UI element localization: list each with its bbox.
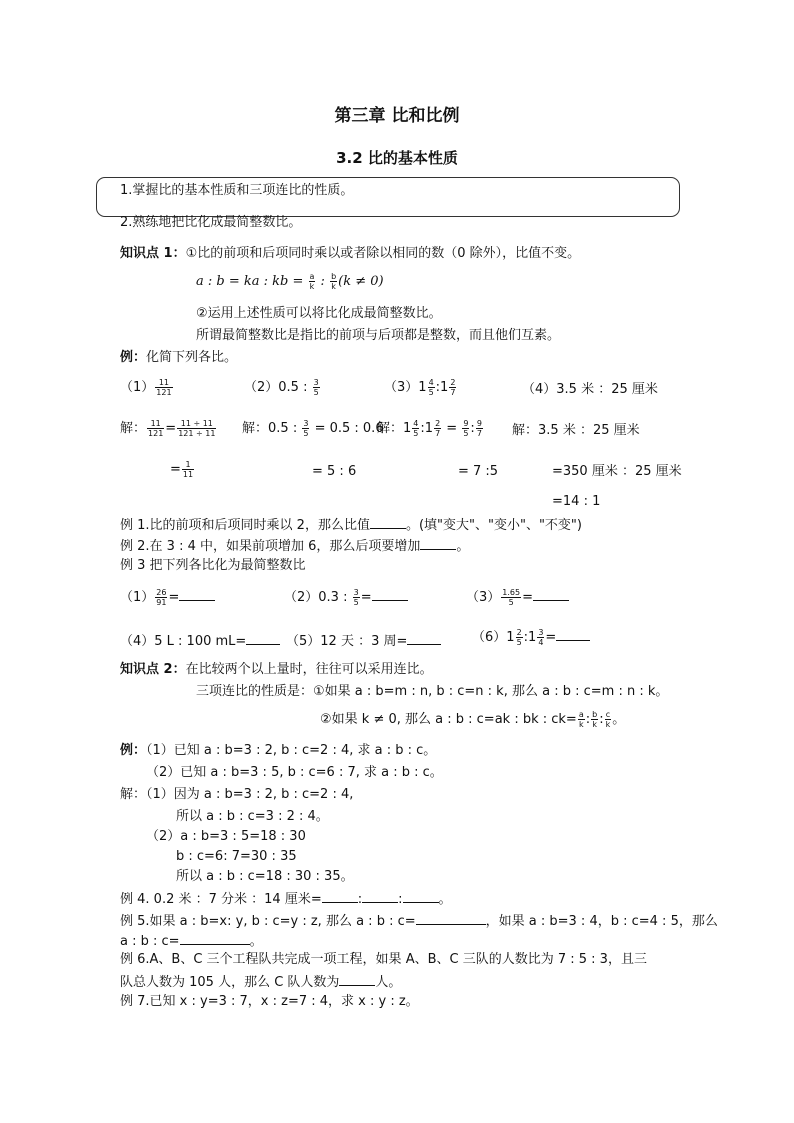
frac-den: 7 [450, 388, 456, 397]
kp1-formula-prefix: a : b = ka : kb = [196, 274, 308, 289]
frac-den: 121 [148, 429, 164, 438]
fraction [412, 419, 419, 438]
example-5-text-3: a : b : c= [120, 934, 180, 949]
item-number: （1） [120, 380, 155, 395]
kp2-line [120, 662, 433, 678]
example-5b [120, 932, 263, 950]
ex3-p6: （6）1 $\frac{2}{5}$ :1 $\frac{3}{4}$ = [472, 628, 590, 647]
fraction [353, 588, 360, 607]
frac-num: 2 [435, 419, 441, 428]
ratio-text: 0.5 : [268, 421, 302, 436]
frac-num: 11 [155, 378, 172, 388]
example2-label: 例： [120, 743, 147, 758]
answer-blank[interactable] [372, 588, 408, 601]
frac-den: 5 [463, 429, 469, 438]
example-1-text: 例 1.比的前项和后项同时乘以 2，那么比值 [120, 518, 370, 533]
sol1 [120, 419, 217, 438]
frac-num: c [605, 710, 611, 719]
frac-num: 1 [182, 460, 194, 470]
ex1-q1 [120, 378, 174, 397]
ratio-text: 3.5 米 ：25 厘米 [538, 423, 640, 438]
ex1-q3: （3）1 $\frac{4}{5}$ :1 $\frac{2}{7}$ [384, 378, 456, 397]
answer-blank[interactable] [370, 516, 406, 529]
sol3: 解：1 $\frac{4}{5}$ :1 $\frac{2}{7}$ = $\frac{9}{5}$ : $\frac{9}{7}$ [377, 419, 482, 438]
fraction [476, 419, 483, 438]
res4: =350 厘米 ：25 厘米 [552, 464, 682, 479]
example1-line [120, 350, 237, 366]
example1-label: 例： [120, 350, 147, 365]
ratio-text: = 0.5 : 0.6 [310, 421, 384, 436]
frac-num: 9 [463, 419, 469, 428]
fraction [449, 378, 456, 397]
example2-q1-line [120, 743, 436, 759]
example-6-tail: 人。 [375, 975, 402, 990]
objective-2: 2.熟练地把比化成最简整数比。 [120, 215, 302, 230]
example-4-tail: 。 [438, 892, 452, 907]
fraction [182, 460, 194, 479]
ratio-text: 3.5 米 ：25 厘米 [556, 382, 658, 397]
example-5-tail: 。 [249, 934, 263, 949]
frac-den: 5 [303, 429, 309, 438]
answer-blank[interactable] [407, 632, 441, 645]
example1-text: 化简下列各比。 [146, 350, 238, 365]
fraction [155, 588, 167, 607]
kp1-text3: 所谓最简整数比是指比的前项与后项都是整数，而且他们互素。 [196, 328, 561, 343]
frac-den: k [605, 720, 611, 729]
example2-s5: 所以 a : b : c=18 : 30 : 35。 [176, 869, 354, 884]
page-title: 第三章 比和比例 [334, 106, 460, 126]
example2-q1: （1）已知 a : b=3 : 2, b : c=2 : 4, 求 a : b : c。 [146, 743, 437, 758]
ratio-text: 0.5 : [278, 380, 312, 395]
frac-den: 7 [435, 429, 441, 438]
answer-blank[interactable] [420, 537, 456, 550]
res2: = 5 : 6 [312, 464, 357, 479]
whole-part: 1 [403, 421, 412, 436]
res1 [170, 460, 195, 479]
objective-1: 1.掌握比的基本性质和三项连比的性质。 [120, 183, 354, 198]
item-number: （4） [522, 382, 557, 397]
example-6-text: 队总人数为 105 人，那么 C 队人数为 [120, 975, 340, 990]
answer-blank[interactable] [533, 588, 569, 601]
equals: = [168, 590, 180, 605]
ex3-p1 [120, 588, 215, 607]
kp2-text1: 在比较两个以上量时，往往可以采用连比。 [185, 662, 433, 677]
kp2-text3-pre: ②如果 k ≠ 0, 那么 a : b : c=ak : bk : ck= [320, 712, 577, 727]
solution-label: 解： [377, 421, 404, 436]
frac-den: k [578, 720, 584, 729]
ex1-q2 [244, 378, 321, 397]
fraction [516, 628, 523, 647]
section-title: 3.2 比的基本性质 [336, 149, 458, 167]
fraction [591, 710, 598, 729]
frac-den: 5 [516, 638, 522, 647]
frac-num: 3 [303, 419, 309, 428]
example-2-tail: 。 [456, 539, 470, 554]
equals: = [442, 421, 462, 436]
frac-den: k [592, 720, 597, 729]
frac-num: 3 [353, 588, 359, 597]
equals: = [522, 590, 533, 605]
frac-den: 11 [182, 470, 194, 479]
ratio-sep: : [357, 892, 363, 907]
sol4 [512, 423, 640, 439]
kp2-text2: 三项连比的性质是：①如果 a : b=m : n, b : c=n : k, 那么 a : b : c=m : n : k。 [196, 684, 669, 699]
example-4 [120, 890, 452, 908]
example2-s1: （1）因为 a : b=3 : 2, b : c=2 : 4, [146, 787, 354, 802]
example2-q2: （2）已知 a : b=3 : 5, b : c=6 : 7, 求 a : b : c。 [146, 765, 443, 780]
answer-blank[interactable] [246, 632, 280, 645]
item-number: （1） [120, 590, 155, 605]
frac-num: 2 [516, 628, 522, 637]
frac-num: 11 [147, 419, 164, 429]
example-6b [120, 973, 401, 991]
example-5-text-2: ，如果 a : b=3 : 4，b : c=4 : 5，那么 [485, 914, 718, 929]
solution-label: 解： [512, 423, 539, 438]
ratio-sep: : [398, 892, 403, 907]
frac-den: 5 [508, 598, 514, 607]
kp1-formula-suffix: (k ≠ 0) [338, 274, 384, 289]
equals: = [360, 590, 372, 605]
solution-label: 解： [120, 421, 147, 436]
frac-b-over-k [330, 272, 337, 291]
item-number: （3） [384, 380, 419, 395]
frac-num: b [331, 272, 337, 281]
kp1-line [120, 246, 580, 262]
example-2 [120, 537, 469, 555]
item-number: （3） [466, 590, 501, 605]
item-number: （6） [472, 630, 507, 645]
answer-blank[interactable] [180, 932, 250, 945]
fraction [313, 378, 320, 397]
example-2-text: 例 2.在 3 : 4 中，如果前项增加 6，那么后项要增加 [120, 539, 421, 554]
frac-den: 5 [313, 388, 319, 397]
example-7: 例 7.已知 x : y=3 : 7，x : z=7 : 4，求 x : y : z。 [120, 994, 419, 1009]
answer-blank[interactable] [322, 890, 358, 903]
frac-den: 5 [428, 388, 434, 397]
solution-label: 解： [242, 421, 269, 436]
ex3-p3 [466, 588, 569, 607]
fraction [537, 628, 544, 647]
frac-den: 121 [156, 388, 172, 397]
fraction [155, 378, 172, 397]
fraction [578, 710, 585, 729]
whole-part: 1 [418, 380, 427, 395]
equals: = [165, 421, 177, 436]
ex3-p4 [120, 632, 280, 650]
kp1-formula: a : b = ka : kb = $\frac{a}{k}$ : $\frac{b}{k}$ (k ≠ 0) [196, 272, 384, 291]
equals: = [545, 630, 557, 645]
frac-den: 4 [538, 638, 544, 647]
frac-den: 5 [413, 429, 419, 438]
sol2 [242, 419, 384, 438]
answer-blank[interactable] [339, 973, 375, 986]
answer-blank[interactable] [416, 912, 486, 925]
res4b: =14 : 1 [552, 494, 601, 509]
example2-s2: 所以 a : b : c=3 : 2 : 4。 [176, 809, 329, 824]
frac-den: 5 [353, 598, 359, 607]
fraction [302, 419, 309, 438]
example-5-text: 例 5.如果 a : b=x: y, b : c=y : z, 那么 a : b : c= [120, 914, 416, 929]
frac-num: 9 [476, 419, 482, 428]
answer-blank[interactable] [179, 588, 215, 601]
fraction [501, 588, 521, 607]
item-number: （2） [244, 380, 279, 395]
fraction [462, 419, 469, 438]
example-3: 例 3 把下列各比化为最简整数比 [120, 558, 306, 573]
example-1-tail: 。(填"变大"、"变小"、"不变") [405, 518, 582, 533]
frac-num: a [578, 710, 584, 719]
fraction [177, 419, 216, 438]
frac-num: 4 [428, 378, 434, 387]
fraction [428, 378, 435, 397]
example-1 [120, 516, 582, 534]
whole-part: 1 [424, 421, 434, 436]
whole-part: 1 [506, 630, 515, 645]
kp1-text1: ①比的前项和后项同时乘以或者除以相同的数（0 除外），比值不变。 [185, 246, 581, 261]
res3: = 7 :5 [458, 464, 499, 479]
kp1-label: 知识点 1： [120, 246, 186, 261]
frac-num: a [309, 272, 315, 281]
solution-label: 解： [120, 787, 147, 802]
kp2-label: 知识点 2： [120, 662, 186, 677]
frac-num: b [592, 710, 598, 719]
kp2-text3: ②如果 k ≠ 0, 那么 a : b : c=ak : bk : ck= $\frac{a}{k}$ : $\frac{b}{k}$ : $\frac{c}{k}$ 。 [320, 710, 626, 729]
ex3-p2 [284, 588, 408, 607]
item-text: （2）0.3 : [284, 590, 352, 605]
kp1-text2: ②运用上述性质可以将比化成最简整数比。 [196, 306, 442, 321]
example-4-text: 例 4. 0.2 米 ：7 分米 ：14 厘米= [120, 892, 322, 907]
item-text: （5）12 天 ：3 周= [286, 634, 408, 649]
frac-num: 3 [313, 378, 319, 387]
kp2-text3-post: 。 [612, 712, 626, 727]
frac-num: 2 [450, 378, 456, 387]
frac-num: 4 [413, 419, 419, 428]
equals: = [170, 462, 181, 477]
ex3-p5 [286, 632, 441, 650]
answer-blank[interactable] [403, 890, 439, 903]
example2-s3: （2）a : b=3 : 5=18 : 30 [146, 829, 306, 844]
whole-part: 1 [440, 380, 449, 395]
frac-a-over-k [309, 272, 316, 291]
example-6a: 例 6.A、B、C 三个工程队共完成一项工程，如果 A、B、C 三队的人数比为 7 : 5 : 3，且三 [120, 952, 647, 967]
frac-den: k [309, 282, 315, 291]
ex1-q4 [522, 382, 658, 398]
frac-den: k [331, 282, 336, 291]
whole-part: 1 [528, 630, 537, 645]
frac-num: 1.65 [502, 588, 521, 597]
frac-den: 121 ÷ 11 [178, 429, 216, 438]
item-text: （4）5 L : 100 mL= [120, 634, 247, 649]
fraction [605, 710, 612, 729]
frac-den: 91 [156, 598, 167, 607]
example2-s4: b : c=6: 7=30 : 35 [176, 849, 297, 864]
example-5a [120, 912, 718, 930]
fraction [147, 419, 164, 438]
answer-blank[interactable] [362, 890, 398, 903]
fraction [434, 419, 441, 438]
frac-num: 3 [538, 628, 544, 637]
answer-blank[interactable] [556, 628, 590, 641]
frac-num: 11 ÷ 11 [177, 419, 216, 429]
frac-num: 26 [156, 588, 167, 597]
frac-den: 7 [476, 429, 482, 438]
example2-s1-line [120, 787, 353, 803]
